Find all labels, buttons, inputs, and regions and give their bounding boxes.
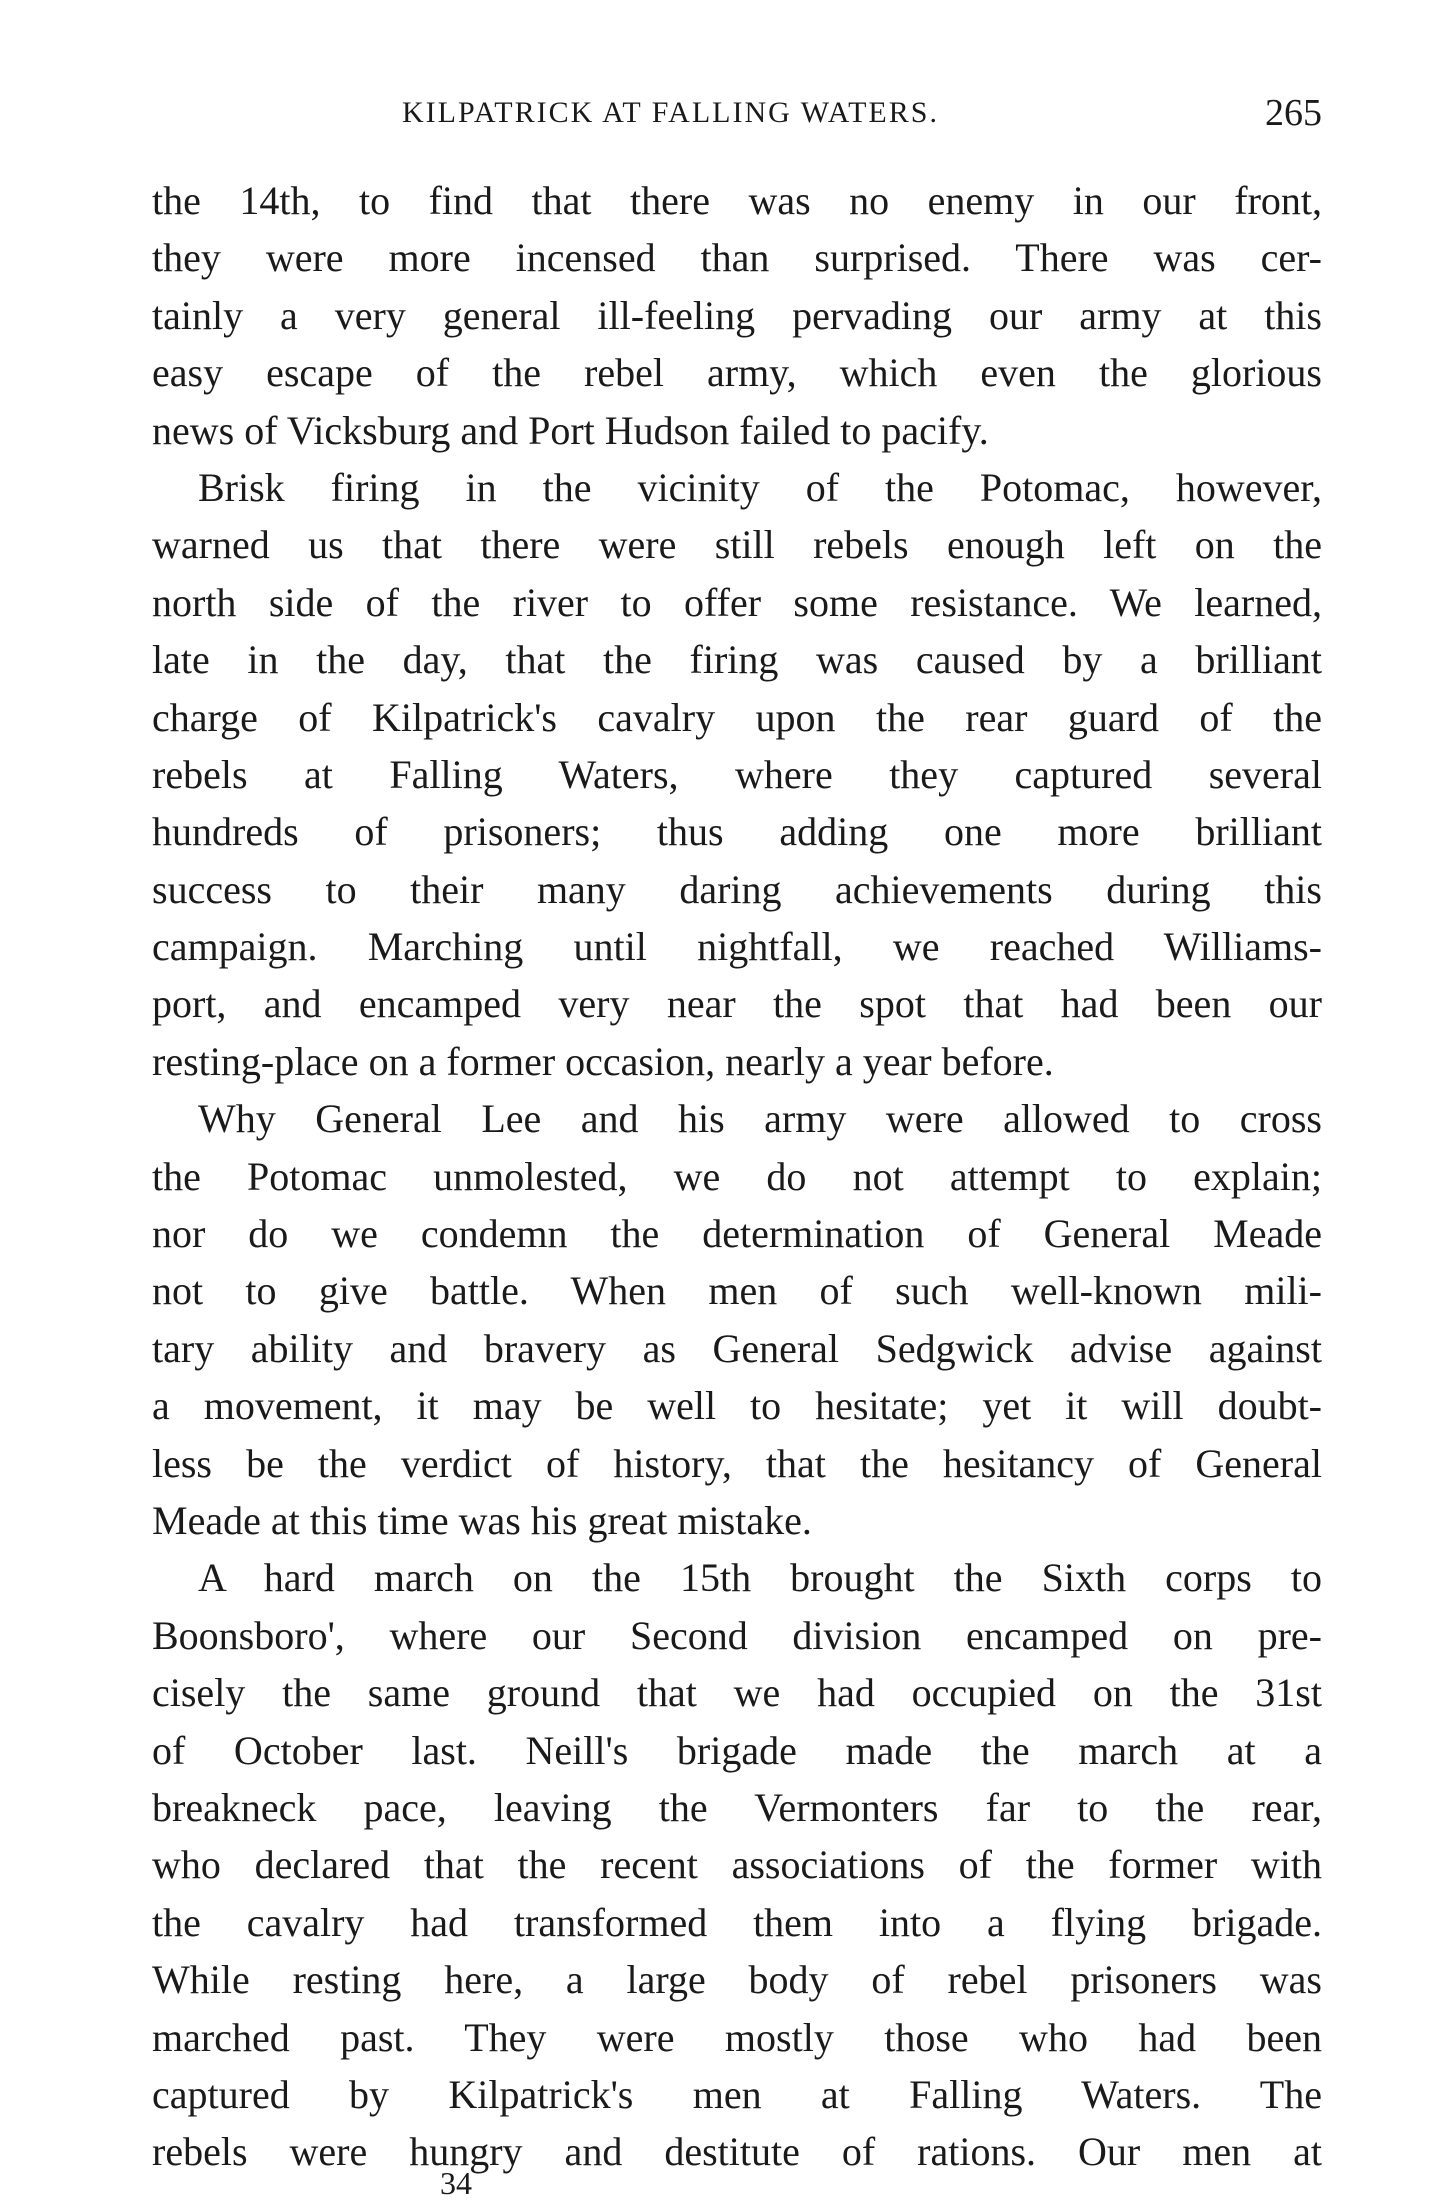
text-line: Boonsboro', where our Second division encamped on pre- bbox=[152, 1612, 1322, 1658]
text-line: tary ability and bravery as General Sedgwick advise against bbox=[152, 1325, 1322, 1371]
text-line: north side of the river to offer some resistance. We learned, bbox=[152, 579, 1322, 625]
text-line: Why General Lee and his army were allowed to cross bbox=[198, 1096, 1322, 1142]
text-line: Brisk firing in the vicinity of the Potomac, however, bbox=[198, 464, 1322, 510]
text-line: of October last. Neill's brigade made the march at a bbox=[152, 1727, 1322, 1773]
text-line: the cavalry had transformed them into a flying brigade. bbox=[152, 1899, 1322, 1945]
text-line: marched past. They were mostly those who had been bbox=[152, 2014, 1322, 2060]
body-text bbox=[152, 172, 1322, 2181]
text-line: Meade at this time was his great mistake. bbox=[152, 1497, 812, 1543]
text-line: the Potomac unmolested, we do not attempt to explain; bbox=[152, 1153, 1322, 1199]
text-line: the 14th, to find that there was no enemy in our front, bbox=[152, 178, 1322, 223]
text-line: news of Vicksburg and Port Hudson failed to pacify. bbox=[152, 407, 989, 453]
text-line: cisely the same ground that we had occupied on the 31st bbox=[152, 1670, 1322, 1716]
text-line: warned us that there were still rebels enough left on the bbox=[152, 522, 1322, 568]
text-line: nor do we condemn the determination of General Meade bbox=[152, 1211, 1322, 1257]
text-line: late in the day, that the firing was caused by a brilliant bbox=[152, 637, 1322, 683]
page-number: 265 bbox=[1265, 92, 1322, 134]
text-line: charge of Kilpatrick's cavalry upon the rear guard of the bbox=[152, 694, 1322, 740]
text-line: While resting here, a large body of rebel prisoners was bbox=[152, 1957, 1322, 2003]
text-line: rebels were hungry and destitute of rations. Our men at bbox=[152, 2129, 1322, 2175]
text-line: breakneck pace, leaving the Vermonters far to the rear, bbox=[152, 1784, 1322, 1830]
text-line: port, and encamped very near the spot that had been our bbox=[152, 981, 1322, 1027]
text-line: resting-place on a former occasion, nearly a year before. bbox=[152, 1038, 1054, 1084]
text-line: success to their many daring achievements during this bbox=[152, 866, 1322, 912]
text-line: not to give battle. When men of such well-known mili- bbox=[152, 1268, 1322, 1314]
text-line: who declared that the recent associations of the former with bbox=[152, 1842, 1322, 1888]
text-line: they were more incensed than surprised. There was cer- bbox=[152, 235, 1322, 281]
signature-mark: 34 bbox=[440, 2165, 472, 2201]
text-line: hundreds of prisoners; thus adding one more brilliant bbox=[152, 809, 1322, 855]
running-title: KILPATRICK AT FALLING WATERS. bbox=[402, 96, 939, 129]
text-line: captured by Kilpatrick's men at Falling Waters. The bbox=[152, 2071, 1322, 2117]
text-line: a movement, it may be well to hesitate; yet it will doubt- bbox=[152, 1383, 1322, 1429]
text-line: less be the verdict of history, that the hesitancy of General bbox=[152, 1440, 1322, 1486]
text-line: easy escape of the rebel army, which even the glorious bbox=[152, 350, 1322, 396]
text-line: A hard march on the 15th brought the Sixth corps to bbox=[198, 1555, 1322, 1601]
text-line: campaign. Marching until nightfall, we reached Williams- bbox=[152, 924, 1322, 970]
text-line: rebels at Falling Waters, where they captured several bbox=[152, 751, 1322, 797]
text-line: tainly a very general ill-feeling pervading our army at this bbox=[152, 292, 1322, 338]
running-head bbox=[152, 88, 1322, 138]
